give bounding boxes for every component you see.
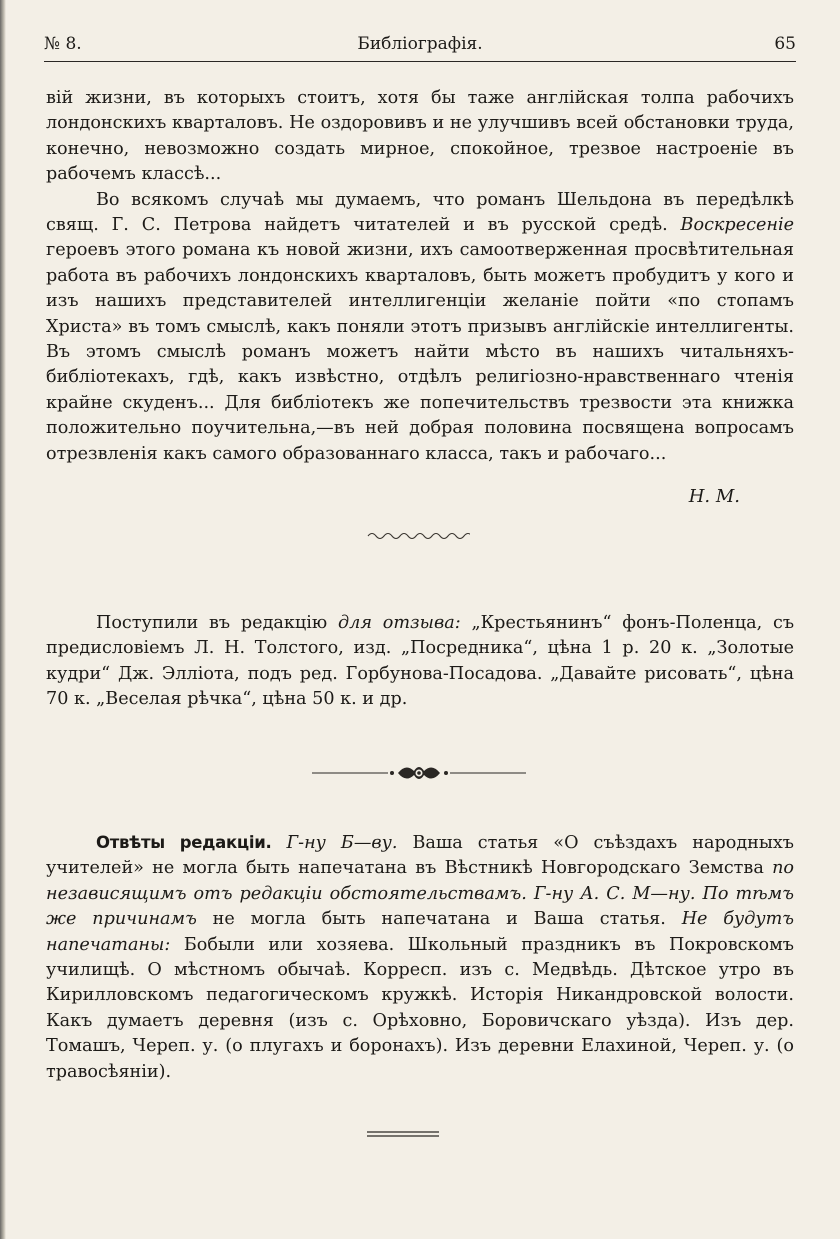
answers-text-1: Ваша статья «О съѣздахъ народныхъ учителей» не могла быть напечатана въ Вѣстникѣ Новгородскаго Земства [46,833,795,879]
review-signature: Н. М. [688,486,740,507]
header-rule [44,61,796,62]
editorial-answers [46,830,794,1085]
review-italic-word: Воскресеніе [680,215,794,236]
end-double-rule [367,1130,439,1138]
ornament-separator [312,760,526,786]
page-number: 65 [774,34,796,54]
addressee-1: Г-ну Б—ву. [286,833,398,853]
received-rest: „Крестьянинъ“ фонъ-Поленца, съ предисловіемъ Л. Н. Толстого, изд. „Посредника“, цѣна 1 р. 20 к. „Золотые кудри“ Дж. Эллiота, подъ ред. Горбунова-Посадова. „Давайте рисовать“, цѣна 70 к. „Веселая рѣчка“, цѣна 50 к. и др. [46,613,795,710]
answers-heading: Отвѣты редакціи. [96,833,272,852]
received-books [46,611,794,713]
review-paragraph-2-rest: героевъ этого романа къ новой жизни, ихъ самоотверженная просвѣтительная работа въ рабочихъ лондонскихъ кварталовъ, быть можетъ пробудитъ у кого и изъ нашихъ представителей интеллигенціи желаніе пойти «по стопамъ Христа» въ томъ смыслѣ, какъ поняли этотъ призывъ англійскіе интеллигенты. Въ этомъ смыслѣ романъ можетъ найти мѣсто въ нашихъ читальняхъ-библіотекахъ, гдѣ, какъ извѣстно, отдѣлъ религіозно-нравственнаго чтенія крайне скуденъ... Для библіотекъ же попечительствъ трезвости эта книжка положительно поучительна,—въ ней добрая половина посвящена вопросамъ отрезвленія какъ самого образованнаго класса, такъ и рабочаго... [46,240,794,464]
page-edge-shadow [0,0,6,1239]
answers-paragraph [46,830,794,1085]
review-paragraph-1: вій жизни, въ которыхъ стоитъ, хотя бы таже англійская толпа рабочихъ лондонскихъ кварталовъ. Не оздоровивъ и не улучшивъ всей обстановки труда, конечно, невозможно создать мирное, спокойное, трезвое настроеніе въ рабочемъ классѣ... [46,88,794,185]
section-title: Библіографія. [357,34,483,54]
running-header [44,34,796,60]
answers-text-2: не могла быть напечатана и Ваша статья. [196,909,682,930]
review-paragraph-2 [46,188,794,467]
issue-number: № 8. [44,34,82,54]
answers-italic-2: По тѣмъ же причинамъ [46,883,794,930]
addressee-2: Г-ну А. С. М—ну. [533,883,696,904]
review-text [46,86,794,467]
answers-italic-3: Не будутъ напечатаны: [46,909,794,955]
answers-text-3: Бобыли или хозяева. Школьный праздникъ въ Покровскомъ училищѣ. О мѣстномъ обычаѣ. Корресп. изъ с. Медвѣдь. Дѣтское утро въ Кирилловскомъ педагогическомъ кружкѣ. Исторія Никандровской волости. Какъ думаетъ деревня (изъ с. Орѣховно, Боровичскаго уѣзда). Изъ дер. Томашъ, Череп. у. (о плугахъ и боронахъ). Изъ деревни Елахиной, Череп. у. (о травосѣяніи). [46,934,794,1082]
review-paragraph-2-start: Во всякомъ случаѣ мы думаемъ, что романъ Шельдона въ передѣлкѣ свящ. Г. С. Петрова найдетъ читателей и въ русской средѣ. [46,189,794,236]
wavy-separator [366,530,470,542]
received-italic: для отзыва: [337,613,461,633]
received-paragraph [46,611,794,713]
answers-italic-1: по независящимъ отъ редакціи обстоятельствамъ. [46,858,794,904]
received-start: Поступили въ редакцію [96,613,338,633]
